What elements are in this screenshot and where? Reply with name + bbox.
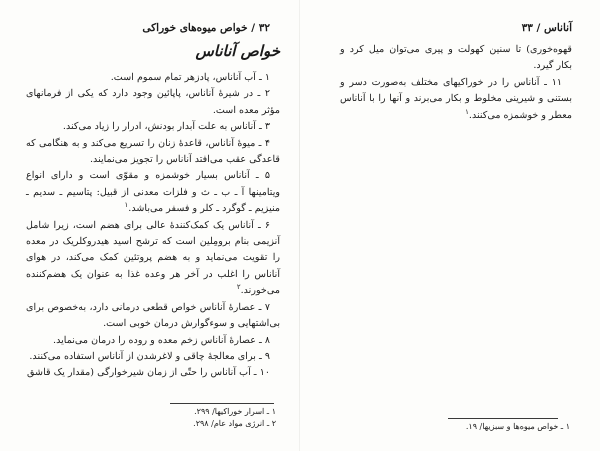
paragraph-8: ۸ ـ عصارهٔ آناناس زخم معده و روده را درمان می‌نماید. [53, 334, 270, 346]
paragraph-3: ۳ ـ آناناس به علت آبدار بودنش، ادرار را زیاد می‌کند. [62, 121, 270, 133]
left-footnotes [36, 406, 276, 430]
left-running-head: ۳۲ / خواص میوه‌های خوراکی [142, 22, 270, 34]
right-running-head: آناناس / ۳۳ [521, 22, 572, 34]
paragraph-7: ۷ ـ عصارهٔ آناناس خواص قطعی درمانی دارد، به‌خصوص برای بی‌اشتهایی و سوءگوارش درمان خوبی است. [26, 301, 280, 330]
right-footnote-mark: ۱ [465, 107, 469, 116]
right-paragraph-2 [340, 75, 572, 124]
paragraph-4: ۴ ـ میوهٔ آناناس، قاعدهٔ زنان را تسریع می‌کند و به هنگامی که قاعدگی عقب می‌افتد آناناس را تجویز می‌نمایند. [26, 137, 280, 166]
section-title: خواص آناناس [195, 42, 280, 60]
paragraph-6-text: ۶ ـ آناناس یک کمک‌کنندهٔ عالی برای هضم است، زیرا شامل آنزیمی بنام برومِلین است که ترشح اسید هیدروکلریک در معده را تقویت می‌نماید و به هضم پروتئین کمک می‌کند، در هوای آناناس را اغلب در آخر هر وعده غذا به عنوان یک هضم‌کننده می‌خورند. [26, 219, 280, 297]
right-footnote-rule [448, 418, 558, 419]
paragraph-5 [26, 168, 280, 217]
left-footnote-1: ۱ ـ اسرار خوراکیها/ ۲۹۹. [194, 407, 276, 416]
right-paragraph-2-text: ۱۱ ـ آناناس را در خوراکیهای مختلف به‌صورت دسر و بستنی و شیرینی مخلوط و بکار می‌برند و آنها را با آناناس معطر و خوشمزه می‌کنند. [340, 76, 572, 121]
paragraph-5-text: ۵ ـ آناناس بسیار خوشمزه و مقوّی است و دارای انواع ویتامینها آ ـ ب ـ ث و فلزات معدنی از قبیل: پتاسیم ـ سدیم ـ منیزیم ـ گوگرد ـ کلر و فسفر می‌باشد. [26, 170, 280, 215]
left-footnote-rule [170, 403, 274, 404]
paragraph-10: ۱۰ ـ آب آناناس را حتّی از زمان شیرخوارگی (مقدار یک قاشق [27, 367, 270, 379]
paragraph-9: ۹ ـ برای معالجهٔ چاقی و لاغرشدن از آناناس استفاده می‌کنند. [29, 350, 270, 362]
right-paragraph-1: قهوه‌خوری) تا سنین کهولت و پیری می‌توان میل کرد و بکار گیرد. [340, 44, 572, 72]
left-footnote-2: ۲ ـ انرژی مواد عام/ ۲۹۸. [193, 419, 276, 428]
right-footnotes [340, 421, 570, 433]
footnote-mark-1: ۱ [124, 201, 129, 210]
right-page [300, 0, 600, 451]
right-footnote-1: ۱ ـ خواص میوه‌ها و سبزیها/ ۱۹. [465, 422, 570, 431]
footnote-mark-2: ۲ [236, 283, 241, 292]
paragraph-2: ۲ ـ در شیرهٔ آناناس، پاپائین وجود دارد که یکی از فرمانهای مؤثر معده است. [26, 88, 280, 116]
paragraph-6 [26, 218, 280, 300]
paragraph-1: ۱ ـ آب آناناس، پادزهر تمام سموم است. [110, 72, 270, 83]
